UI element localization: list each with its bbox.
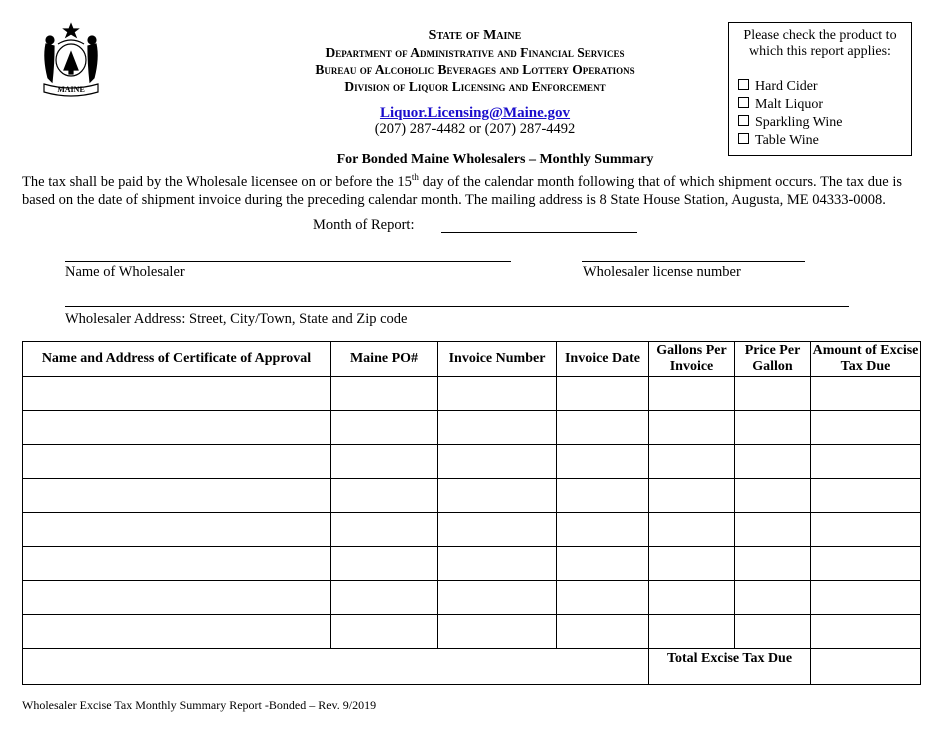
month-of-report-field[interactable] <box>441 232 637 233</box>
table-cell[interactable] <box>23 581 331 615</box>
table-cell[interactable] <box>438 377 557 411</box>
table-cell[interactable] <box>811 411 921 445</box>
table-cell[interactable] <box>438 479 557 513</box>
contact-email-link[interactable]: Liquor.Licensing@Maine.gov <box>379 105 571 121</box>
division-name: Division of Liquor Licensing and Enforcement <box>344 79 606 94</box>
table-row <box>23 581 921 615</box>
table-cell[interactable] <box>438 615 557 649</box>
table-cell[interactable] <box>649 513 735 547</box>
table-cell[interactable] <box>438 513 557 547</box>
wholesaler-name-field[interactable] <box>65 261 511 262</box>
col-header-certificate: Name and Address of Certificate of Approval <box>23 342 331 377</box>
excise-tax-table <box>22 341 921 685</box>
table-cell[interactable] <box>557 377 649 411</box>
table-cell[interactable] <box>649 445 735 479</box>
table-cell[interactable] <box>331 445 438 479</box>
table-cell[interactable] <box>735 581 811 615</box>
table-cell[interactable] <box>557 581 649 615</box>
table-row <box>23 445 921 479</box>
product-checkbox-panel <box>728 22 912 156</box>
product-option-malt-liquor[interactable]: Malt Liquor <box>738 96 823 114</box>
table-row <box>23 479 921 513</box>
col-header-amount: Amount of Excise Tax Due <box>811 342 921 377</box>
table-row <box>23 513 921 547</box>
product-panel-title: Please check the product to which this report applies: <box>743 28 897 59</box>
table-cell[interactable] <box>23 547 331 581</box>
total-excise-tax-label: Total Excise Tax Due <box>649 649 811 685</box>
table-cell[interactable] <box>557 445 649 479</box>
table-cell[interactable] <box>331 411 438 445</box>
table-cell[interactable] <box>557 411 649 445</box>
total-excise-tax-field[interactable] <box>811 649 921 685</box>
table-cell[interactable] <box>649 479 735 513</box>
table-cell[interactable] <box>811 615 921 649</box>
table-cell[interactable] <box>735 411 811 445</box>
table-cell[interactable] <box>23 615 331 649</box>
table-cell[interactable] <box>438 581 557 615</box>
table-cell[interactable] <box>649 581 735 615</box>
wholesaler-name-label: Name of Wholesaler <box>65 264 185 280</box>
table-cell[interactable] <box>331 615 438 649</box>
table-cell[interactable] <box>735 377 811 411</box>
col-header-invoice-number: Invoice Number <box>438 342 557 377</box>
contact-phone: (207) 287-4482 or (207) 287-4492 <box>374 121 576 137</box>
table-row <box>23 547 921 581</box>
table-cell[interactable] <box>649 615 735 649</box>
table-cell[interactable] <box>438 547 557 581</box>
table-cell[interactable] <box>649 547 735 581</box>
table-cell[interactable] <box>735 445 811 479</box>
table-cell[interactable] <box>331 377 438 411</box>
instructions-paragraph: The tax shall be paid by the Wholesale licensee on or before the 15th day of the calendar month following that of which shipment occurs. The tax due is based on the date of shipment invoice during the preceding calendar month. The mailing address is 8 State House Station, Augusta, ME 04333-0008. <box>22 172 902 208</box>
table-cell[interactable] <box>23 479 331 513</box>
table-cell[interactable] <box>23 445 331 479</box>
table-cell[interactable] <box>331 513 438 547</box>
table-cell[interactable] <box>331 479 438 513</box>
product-option-hard-cider[interactable]: Hard Cider <box>738 78 818 96</box>
table-cell[interactable] <box>23 513 331 547</box>
table-cell[interactable] <box>649 377 735 411</box>
license-number-field[interactable] <box>582 261 805 262</box>
product-option-sparkling-wine[interactable]: Sparkling Wine <box>738 114 842 132</box>
table-row <box>23 377 921 411</box>
form-footer: Wholesaler Excise Tax Monthly Summary Report -Bonded – Rev. 9/2019 <box>22 698 377 712</box>
table-cell[interactable] <box>557 547 649 581</box>
col-header-price: Price Per Gallon <box>735 342 811 377</box>
table-cell[interactable] <box>735 513 811 547</box>
table-cell[interactable] <box>811 377 921 411</box>
col-header-maine-po: Maine PO# <box>331 342 438 377</box>
table-cell[interactable] <box>735 479 811 513</box>
product-option-table-wine[interactable]: Table Wine <box>738 132 819 150</box>
table-cell[interactable] <box>23 411 331 445</box>
checkbox-icon[interactable] <box>738 133 749 144</box>
table-cell[interactable] <box>649 411 735 445</box>
table-cell[interactable] <box>331 547 438 581</box>
table-cell[interactable] <box>811 513 921 547</box>
table-cell[interactable] <box>811 445 921 479</box>
table-cell[interactable] <box>438 445 557 479</box>
table-cell[interactable] <box>438 411 557 445</box>
wholesaler-address-label: Wholesaler Address: Street, City/Town, State and Zip code <box>65 311 408 327</box>
agency-header <box>190 27 760 95</box>
checkbox-icon[interactable] <box>738 79 749 90</box>
col-header-invoice-date: Invoice Date <box>557 342 649 377</box>
total-row-spacer <box>23 649 649 685</box>
table-row <box>23 411 921 445</box>
table-cell[interactable] <box>811 547 921 581</box>
table-cell[interactable] <box>331 581 438 615</box>
table-row <box>23 615 921 649</box>
form-subtitle: For Bonded Maine Wholesalers – Monthly Summary <box>336 152 654 167</box>
table-cell[interactable] <box>557 615 649 649</box>
bureau-name: Bureau of Alcoholic Beverages and Lottery Operations <box>315 62 635 77</box>
department-name: Department of Administrative and Financial Services <box>325 45 625 60</box>
table-cell[interactable] <box>557 479 649 513</box>
table-cell[interactable] <box>557 513 649 547</box>
state-seal-logo <box>38 22 104 98</box>
month-of-report-label: Month of Report: <box>313 217 415 233</box>
table-cell[interactable] <box>23 377 331 411</box>
svg-text:MAINE: MAINE <box>57 85 85 94</box>
license-number-label: Wholesaler license number <box>583 264 741 280</box>
total-row <box>23 649 921 685</box>
checkbox-icon[interactable] <box>738 115 749 126</box>
table-cell[interactable] <box>735 615 811 649</box>
checkbox-icon[interactable] <box>738 97 749 108</box>
table-cell[interactable] <box>811 479 921 513</box>
state-name: State of Maine <box>428 28 522 43</box>
table-cell[interactable] <box>735 547 811 581</box>
table-cell[interactable] <box>811 581 921 615</box>
table-header-row <box>23 342 921 377</box>
col-header-gallons: Gallons Per Invoice <box>649 342 735 377</box>
wholesaler-address-field[interactable] <box>65 306 849 307</box>
